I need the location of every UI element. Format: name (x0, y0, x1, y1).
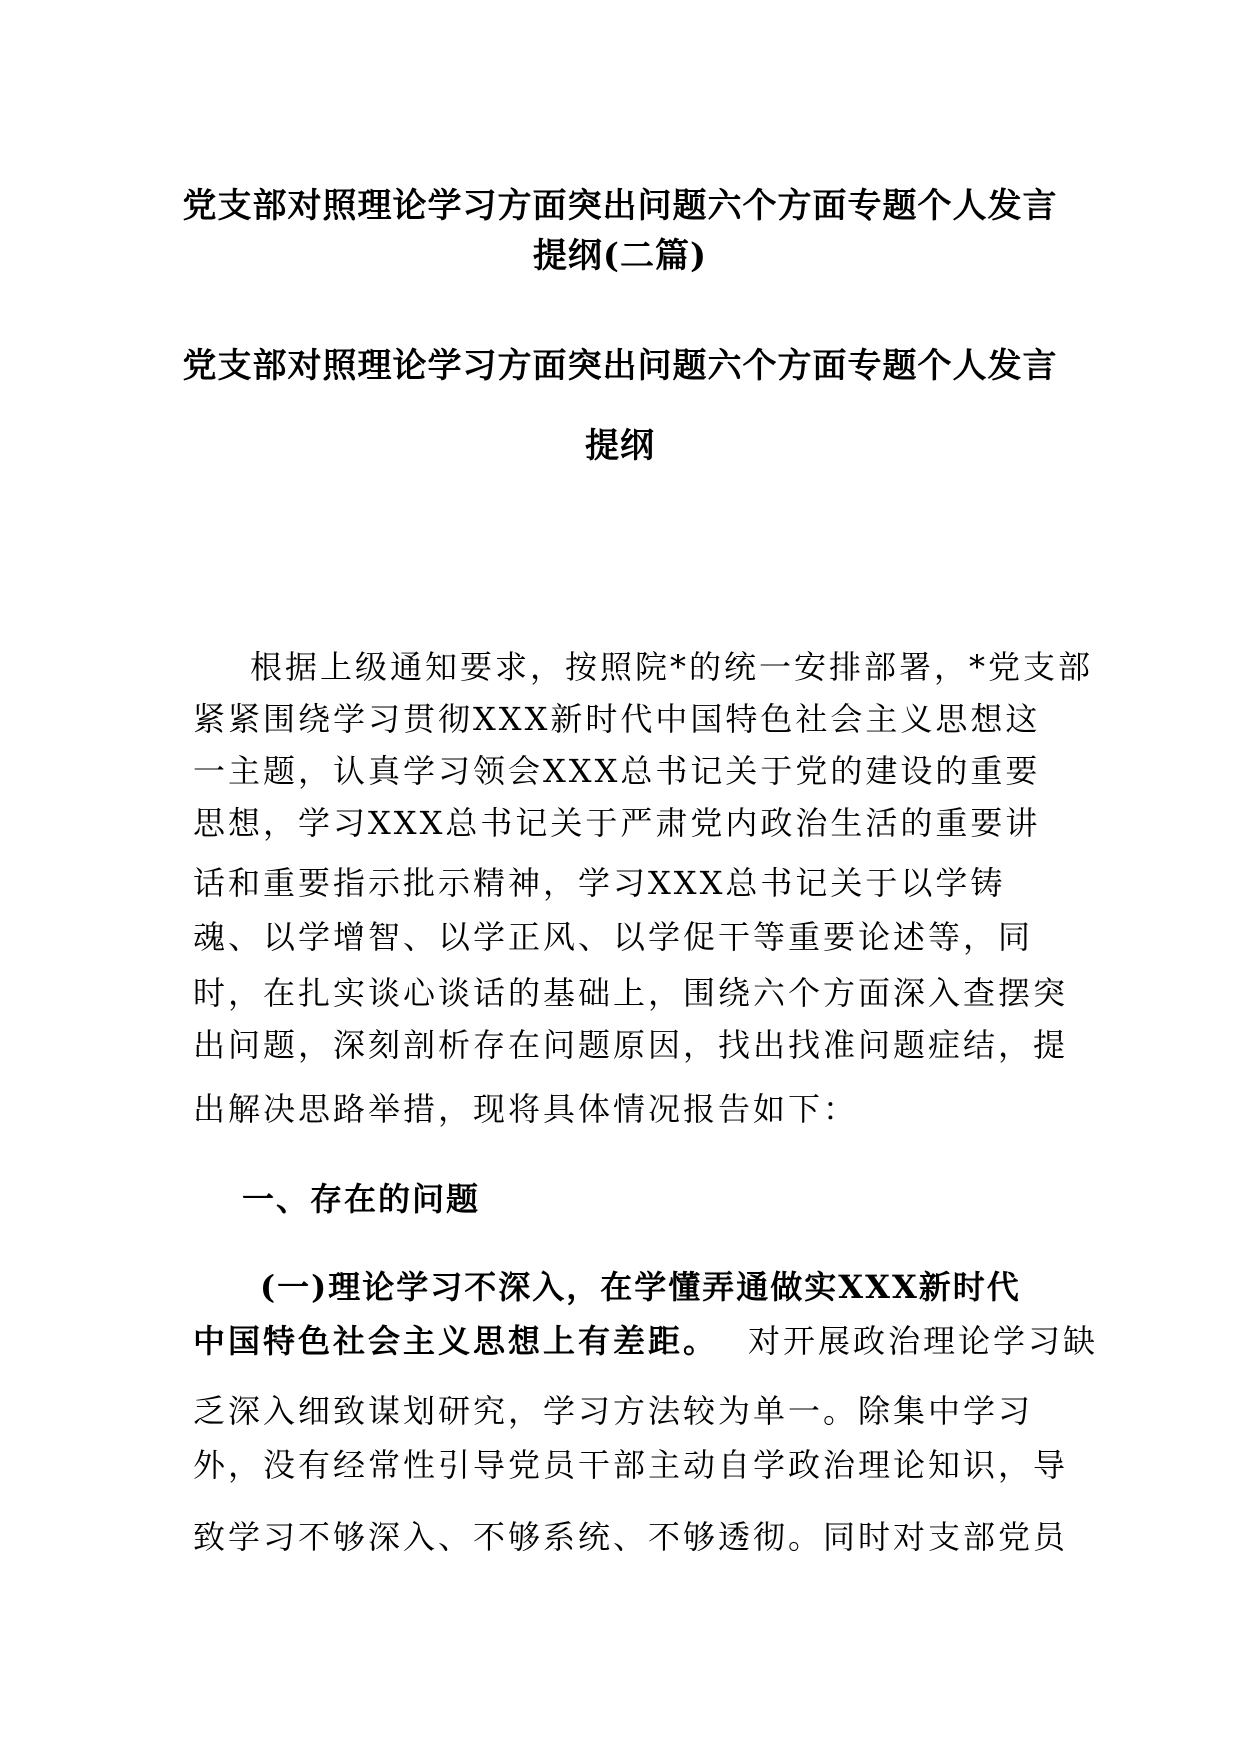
intro-line-5: 话和重要指示批示精神，学习XXX总书记关于以学铸 (193, 864, 1006, 902)
intro-line-2: 紧紧围绕学习贯彻XXX新时代中国特色社会主义思想这 (193, 700, 1041, 738)
intro-line-3: 一主题，认真学习领会XXX总书记关于党的建设的重要 (193, 752, 1041, 790)
body-line-3: 致学习不够深入、不够系统、不够透彻。同时对支部党员 (193, 1518, 1069, 1556)
section-heading-problems: 一、存在的问题 (242, 1180, 481, 1218)
subsection-text-line-2: 对开展政治理论学习缺 (748, 1322, 1099, 1360)
body-line-2: 外，没有经常性引导党员干部主动自学政治理论知识，导 (193, 1446, 1069, 1484)
subsection-heading-line-2: 中国特色社会主义思想上有差距。 (193, 1322, 719, 1360)
document-subtitle-line-1: 党支部对照理论学习方面突出问题六个方面专题个人发言 (182, 346, 1058, 386)
intro-line-7: 时，在扎实谈心谈话的基础上，围绕六个方面深入查摆突 (193, 974, 1069, 1012)
intro-line-9: 出解决思路举措，现将具体情况报告如下： (193, 1090, 859, 1128)
intro-line-8: 出问题，深刻剖析存在问题原因，找出找准问题症结，提 (193, 1026, 1069, 1064)
document-title-line-1: 党支部对照理论学习方面突出问题六个方面专题个人发言 (182, 186, 1058, 226)
subsection-heading-line-1: (一)理论学习不深入，在学懂弄通做实XXX新时代 (260, 1268, 1021, 1306)
document-subtitle-line-2: 提纲 (585, 426, 655, 466)
body-line-1: 乏深入细致谋划研究，学习方法较为单一。除集中学习 (193, 1392, 1034, 1430)
subsection-line-2 (193, 1316, 1098, 1362)
document-title-line-2: 提纲(二篇) (532, 236, 708, 276)
intro-line-1: 根据上级通知要求，按照院*的统一安排部署，*党支部 (250, 648, 1094, 686)
intro-line-4: 思想，学习XXX总书记关于严肃党内政治生活的重要讲 (193, 804, 1041, 842)
intro-line-6: 魂、以学增智、以学正风、以学促干等重要论述等，同 (193, 918, 1034, 956)
